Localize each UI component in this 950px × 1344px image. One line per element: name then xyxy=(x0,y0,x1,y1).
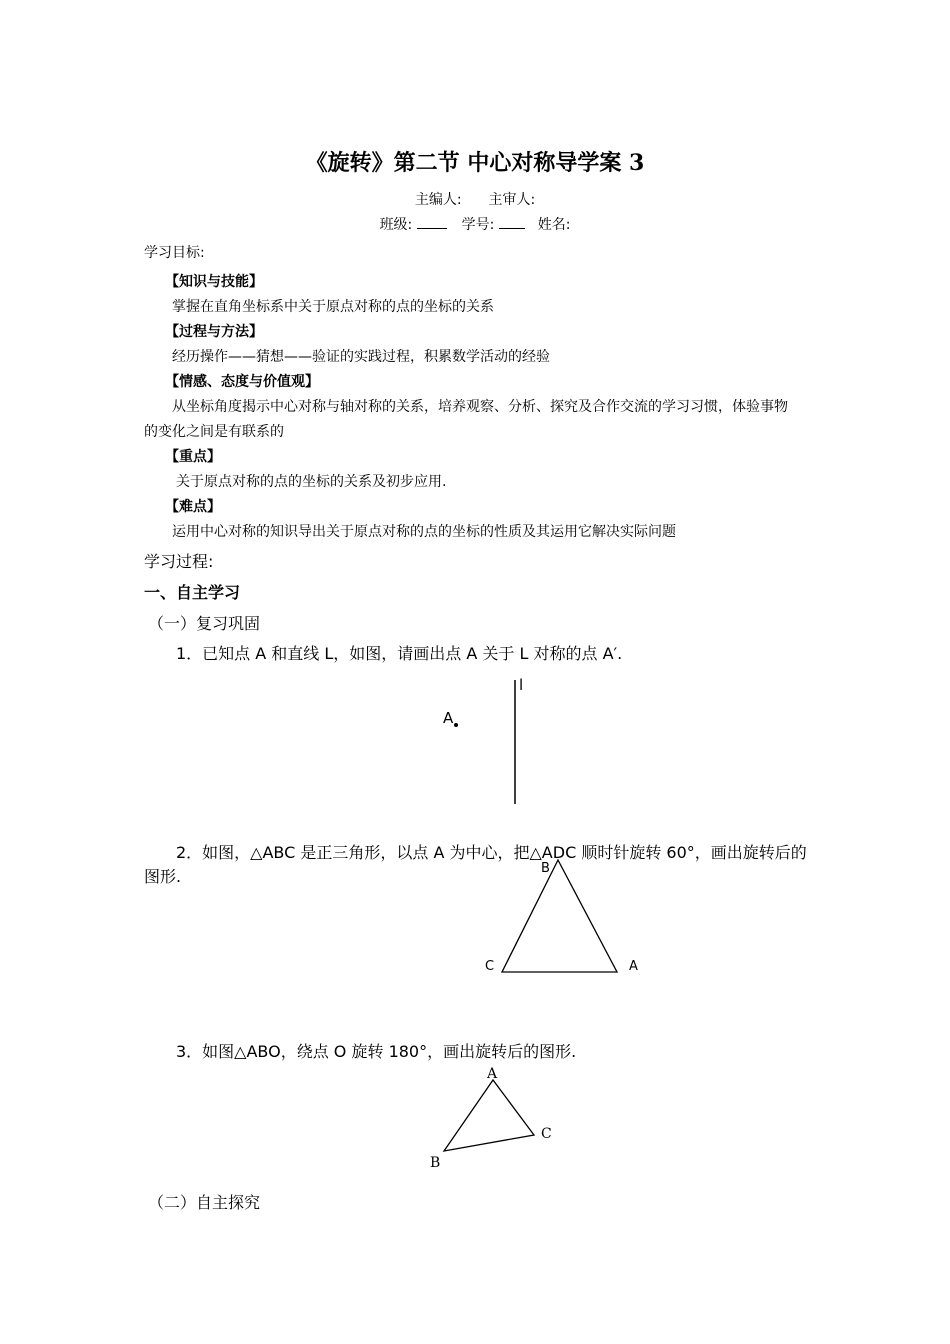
vertex-b-label-fig3: B xyxy=(430,1155,441,1171)
triangle-abc xyxy=(502,860,617,972)
objective-text-key-point: 关于原点对称的点的坐标的关系及初步应用. xyxy=(176,474,447,490)
figure-3 xyxy=(420,1058,570,1178)
figure-1 xyxy=(430,670,550,810)
class-label: 班级: xyxy=(379,217,413,233)
objective-label-key-point: 【重点】 xyxy=(165,449,221,465)
triangle-abo xyxy=(444,1080,534,1151)
number-blank[interactable] xyxy=(499,216,525,229)
question-1: 1．已知点 A 和直线 L，如图，请画出点 A 关于 L 对称的点 A′. xyxy=(176,644,623,663)
objective-label-attitude: 【情感、态度与价值观】 xyxy=(165,374,319,390)
student-info-line xyxy=(0,214,950,234)
vertex-a-label: A xyxy=(629,959,638,974)
objective-text-knowledge: 掌握在直角坐标系中关于原点对称的点的坐标的关系 xyxy=(172,299,494,315)
objective-label-knowledge: 【知识与技能】 xyxy=(165,274,263,290)
objective-text-attitude-cont: 的变化之间是有联系的 xyxy=(144,424,284,440)
sub2-title: （二）自主探究 xyxy=(148,1193,261,1212)
objectives-heading: 学习目标: xyxy=(144,245,205,261)
question-2-line1: 2．如图，△ABC 是正三角形，以点 A 为中心，把△ADC 顺时针旋转 60°，画出旋转后的 xyxy=(176,843,807,862)
chief-editor-label: 主编人: xyxy=(414,192,462,208)
objective-text-difficulty: 运用中心对称的知识导出关于原点对称的点的坐标的性质及其运用它解决实际问题 xyxy=(172,524,676,540)
objective-text-attitude: 从坐标角度揭示中心对称与轴对称的关系，培养观察、分析、探究及合作交流的学习习惯，体验事物 xyxy=(172,399,788,415)
vertex-c-label: C xyxy=(485,959,495,974)
sub1-title: （一）复习巩固 xyxy=(148,614,261,633)
part1-title: 一、自主学习 xyxy=(144,583,241,602)
objective-label-process: 【过程与方法】 xyxy=(165,324,263,340)
page-title: 《旋转》第二节 中心对称导学案 3 xyxy=(305,150,645,176)
vertex-a-label-fig3: A xyxy=(487,1066,498,1082)
name-label: 姓名: xyxy=(537,217,571,233)
number-label: 学号: xyxy=(461,217,495,233)
vertex-b-label: B xyxy=(541,861,550,876)
process-heading: 学习过程: xyxy=(144,552,214,571)
point-a xyxy=(454,723,458,727)
editors-line xyxy=(0,189,950,209)
vertex-c-label-fig3: C xyxy=(541,1126,552,1142)
objective-label-difficulty: 【难点】 xyxy=(165,499,221,515)
class-blank[interactable] xyxy=(417,216,447,229)
line-l-label: l xyxy=(519,676,524,694)
figure-2 xyxy=(478,852,648,982)
objective-text-process: 经历操作——猜想——验证的实践过程，积累数学活动的经验 xyxy=(172,349,550,365)
reviewer-label: 主审人: xyxy=(488,192,536,208)
point-a-label: A xyxy=(443,709,454,727)
question-2-line2: 图形. xyxy=(144,867,182,886)
question-3: 3．如图△ABO，绕点 O 旋转 180°，画出旋转后的图形. xyxy=(176,1042,577,1061)
